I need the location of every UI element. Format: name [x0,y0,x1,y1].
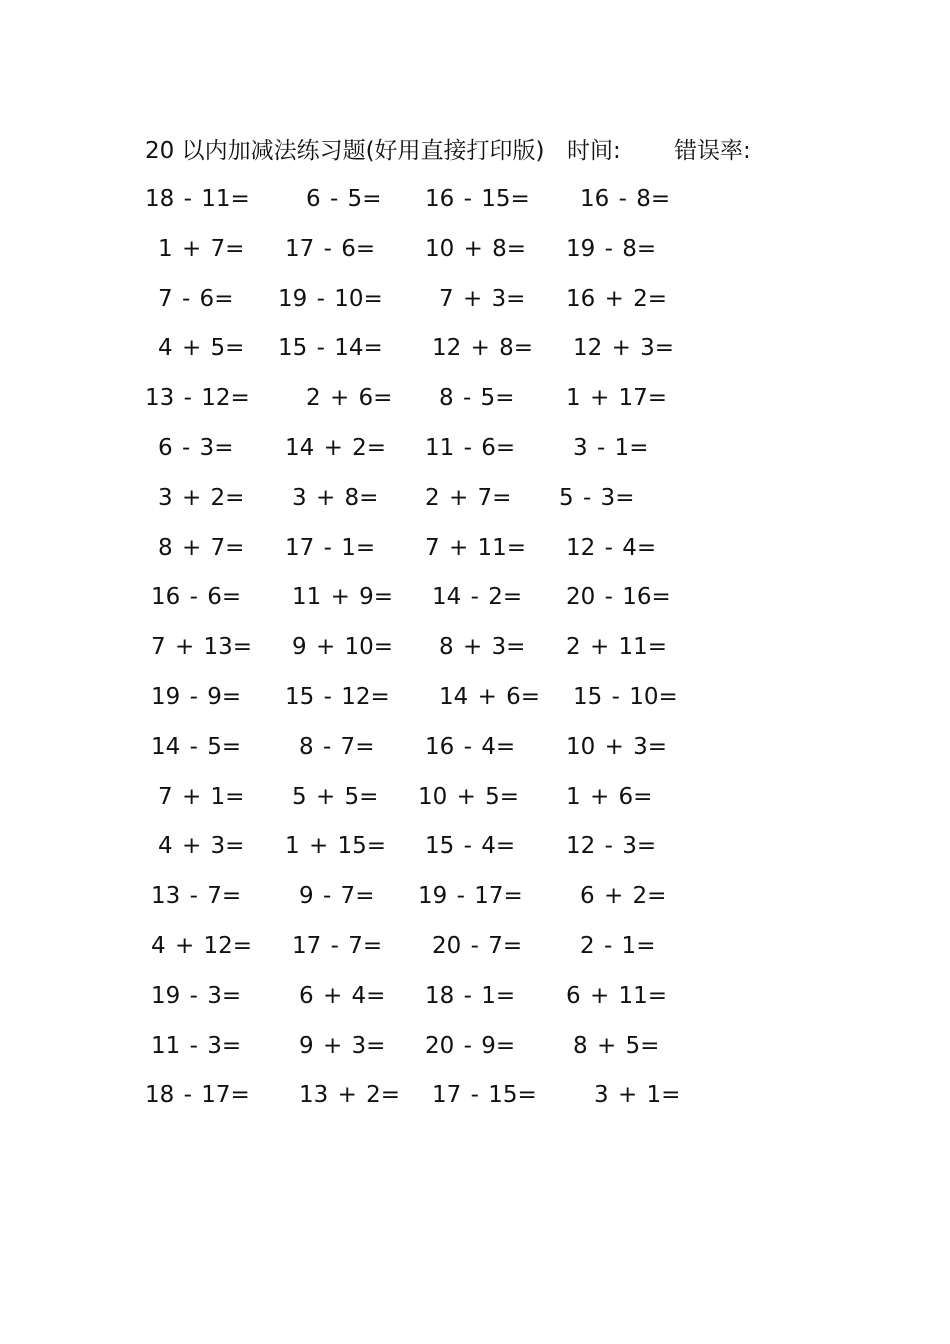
math-problem: 6 + 2= [580,883,667,910]
math-problem: 18 - 1= [425,982,516,1009]
problem-grid [0,181,950,1127]
time-label: 时间: [567,138,621,164]
math-problem: 7 + 13= [151,634,253,661]
problem-row [0,181,950,231]
problem-row [0,779,950,829]
math-problem: 14 + 6= [439,683,541,710]
problem-row [0,1077,950,1127]
math-problem: 17 - 15= [432,1082,537,1109]
problem-row [0,380,950,430]
problem-row [0,878,950,928]
math-problem: 17 - 7= [292,932,383,959]
math-problem: 2 + 11= [566,634,668,661]
problem-row [0,629,950,679]
problem-row [0,430,950,480]
math-problem: 1 + 15= [285,833,387,860]
math-problem: 17 - 1= [285,534,376,561]
math-problem: 11 + 9= [292,584,394,611]
math-problem: 6 + 4= [299,982,386,1009]
math-problem: 10 + 8= [425,235,527,262]
math-problem: 5 + 5= [292,783,379,810]
math-problem: 14 - 2= [432,584,523,611]
math-problem: 7 + 11= [425,534,527,561]
math-problem: 16 + 2= [566,285,668,312]
math-problem: 13 + 2= [299,1082,401,1109]
math-problem: 10 + 5= [418,783,520,810]
problem-row [0,281,950,331]
math-problem: 13 - 7= [151,883,242,910]
math-problem: 3 + 2= [158,484,245,511]
math-problem: 2 - 1= [580,932,656,959]
math-problem: 6 + 11= [566,982,668,1009]
math-problem: 9 - 7= [299,883,375,910]
math-problem: 17 - 6= [285,235,376,262]
math-problem: 10 + 3= [566,733,668,760]
math-problem: 20 - 7= [432,932,523,959]
problem-row [0,480,950,530]
math-problem: 3 - 1= [573,434,649,461]
math-problem: 8 - 5= [439,385,515,412]
math-problem: 19 - 9= [151,683,242,710]
math-problem: 13 - 12= [145,385,250,412]
problem-row [0,579,950,629]
math-problem: 8 - 7= [299,733,375,760]
math-problem: 4 + 12= [151,932,253,959]
math-problem: 20 - 16= [566,584,671,611]
error-rate-label: 错误率: [674,138,751,164]
math-problem: 4 + 3= [158,833,245,860]
problem-row [0,828,950,878]
math-problem: 2 + 6= [306,385,393,412]
math-problem: 9 + 10= [292,634,394,661]
math-problem: 19 - 10= [278,285,383,312]
math-problem: 18 - 17= [145,1082,250,1109]
math-problem: 19 - 17= [418,883,523,910]
math-problem: 14 + 2= [285,434,387,461]
math-problem: 8 + 3= [439,634,526,661]
math-problem: 1 + 17= [566,385,668,412]
math-problem: 12 - 3= [566,833,657,860]
problem-row [0,679,950,729]
math-problem: 16 - 6= [151,584,242,611]
math-problem: 4 + 5= [158,335,245,362]
math-problem: 11 - 6= [425,434,516,461]
math-problem: 19 - 3= [151,982,242,1009]
math-problem: 5 - 3= [559,484,635,511]
problem-row [0,330,950,380]
math-problem: 7 - 6= [158,285,234,312]
problem-row [0,729,950,779]
math-problem: 2 + 7= [425,484,512,511]
math-problem: 1 + 6= [566,783,653,810]
math-problem: 15 - 10= [573,683,678,710]
math-problem: 8 + 5= [573,1032,660,1059]
math-problem: 7 + 1= [158,783,245,810]
math-problem: 3 + 1= [594,1082,681,1109]
math-problem: 15 - 4= [425,833,516,860]
worksheet-title: 20 以内加减法练习题(好用直接打印版) [145,138,545,164]
math-problem: 12 + 8= [432,335,534,362]
math-problem: 3 + 8= [292,484,379,511]
math-problem: 1 + 7= [158,235,245,262]
math-problem: 8 + 7= [158,534,245,561]
problem-row [0,530,950,580]
math-problem: 15 - 14= [278,335,383,362]
math-problem: 7 + 3= [439,285,526,312]
problem-row [0,1028,950,1078]
math-problem: 6 - 5= [306,186,382,212]
math-problem: 16 - 4= [425,733,516,760]
math-problem: 11 - 3= [151,1032,242,1059]
math-problem: 20 - 9= [425,1032,516,1059]
problem-row [0,928,950,978]
math-problem: 12 + 3= [573,335,675,362]
math-problem: 12 - 4= [566,534,657,561]
math-problem: 14 - 5= [151,733,242,760]
math-problem: 19 - 8= [566,235,657,262]
math-problem: 16 - 8= [580,186,671,212]
problem-row [0,978,950,1028]
math-problem: 16 - 15= [425,186,530,212]
math-problem: 6 - 3= [158,434,234,461]
problem-row [0,231,950,281]
math-problem: 18 - 11= [145,186,250,212]
math-problem: 15 - 12= [285,683,390,710]
math-problem: 9 + 3= [299,1032,386,1059]
worksheet-header [145,133,845,169]
